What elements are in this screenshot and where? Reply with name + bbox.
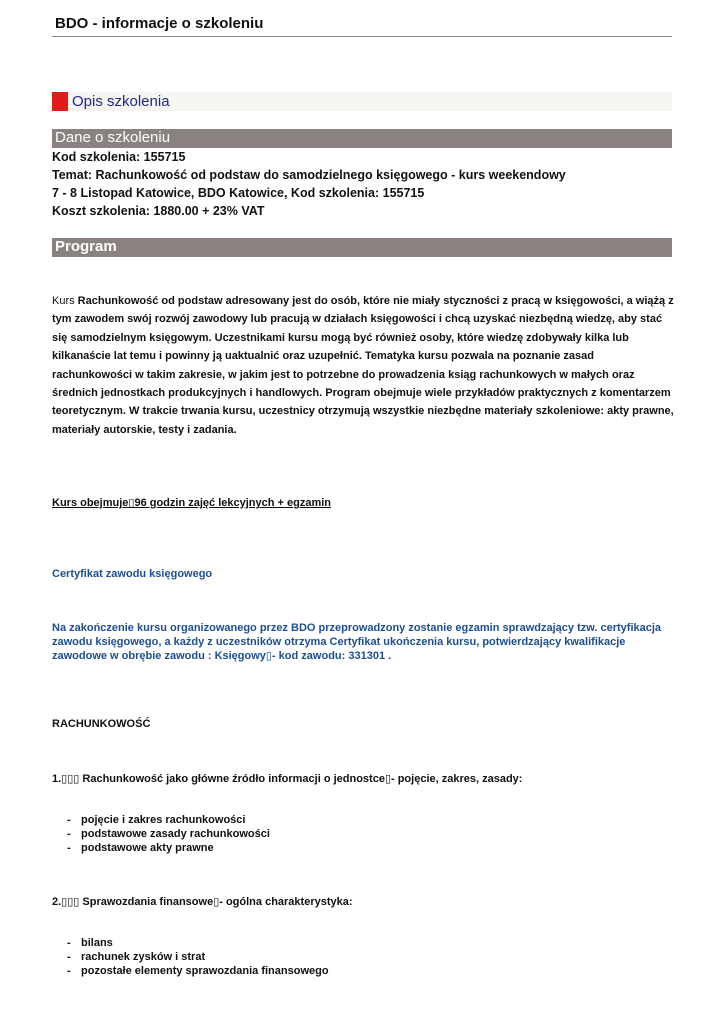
- intro-text: Rachunkowość od podstaw adresowany jest do osób, które nie miały styczności z pracą w księgowości, a wiążą z tym zawodem swój rozwój zawodowy lub pracują w działach księgowości i chcą uzyskać niezbędną wiedzę, aby stać się samodzielnym księgowym. Uczestnikami kursu mogą być również osoby, które wiedzę zdobywały kilka lub kilkanaście lat temu i powinny ją uaktualnić oraz uzupełnić. Tematyka kursu pozwala na poznanie zasad rachunkowości w takim zakresie, w jakim jest to potrzebne do prowadzenia ksiąg rachunkowych w małych oraz średnich jednostkach produkcyjnych i handlowych. Program obejmuje wiele przykładów praktycznych z komentarzem teoretycznym. W trakcie trwania kursu, uczestnicy otrzymują wszystkie niezbędne materiały szkoleniowe: akty prawne, materiały autorskie, testy i zadania.: [52, 295, 674, 436]
- section-opis-header: [52, 92, 672, 111]
- course-hours: Kurs obejmuje▯96 godzin zajęć lekcyjnych + egzamin: [52, 497, 332, 509]
- kod-szkolenia: Kod szkolenia: 155715: [52, 150, 186, 164]
- list-item: - bilans: [52, 936, 329, 950]
- list-item: - podstawowe zasady rachunkowości: [52, 827, 270, 841]
- topic-1-list: [52, 813, 270, 855]
- page-title: BDO - informacje o szkoleniu: [55, 15, 264, 32]
- program-intro: [52, 292, 674, 439]
- section-heading: RACHUNKOWOŚĆ: [52, 718, 151, 730]
- intro-prefix: Kurs: [52, 295, 75, 307]
- cert-title: Certyfikat zawodu księgowego: [52, 568, 213, 580]
- page-header: [52, 12, 672, 37]
- temat: Temat: Rachunkowość od podstaw do samodzielnego księgowego - kurs weekendowy: [52, 168, 566, 182]
- section-opis-title: Opis szkolenia: [72, 93, 170, 110]
- section-program-title: Program: [55, 238, 117, 255]
- koszt: Koszt szkolenia: 1880.00 + 23% VAT: [52, 204, 265, 218]
- list-item: - pojęcie i zakres rachunkowości: [52, 813, 270, 827]
- section-program-bar: [52, 238, 672, 257]
- cert-text: Na zakończenie kursu organizowanego przez BDO przeprowadzony zostanie egzamin sprawdzający tzw. certyfikacja zawodu księgowego, a każdy z uczestników otrzyma Certyfikat ukończenia kursu, potwierdzający kwalifikacje zawodowe w obrębie zawodu : Księgowy▯- kod zawodu: 331301 .: [52, 622, 662, 662]
- list-item: - rachunek zysków i strat: [52, 950, 329, 964]
- list-item: - pozostałe elementy sprawozdania finansowego: [52, 964, 329, 978]
- termin: 7 - 8 Listopad Katowice, BDO Katowice, Kod szkolenia: 155715: [52, 186, 425, 200]
- topic-1: 1.▯▯▯ Rachunkowość jako główne źródło informacji o jednostce▯- pojęcie, zakres, zasady:: [52, 773, 523, 785]
- red-square-icon: [52, 92, 68, 111]
- topic-2: 2.▯▯▯ Sprawozdania finansowe▯- ogólna charakterystyka:: [52, 896, 353, 908]
- section-dane-title: Dane o szkoleniu: [55, 129, 171, 146]
- section-dane-bar: [52, 129, 672, 148]
- list-item: - podstawowe akty prawne: [52, 841, 270, 855]
- topic-2-list: [52, 936, 329, 978]
